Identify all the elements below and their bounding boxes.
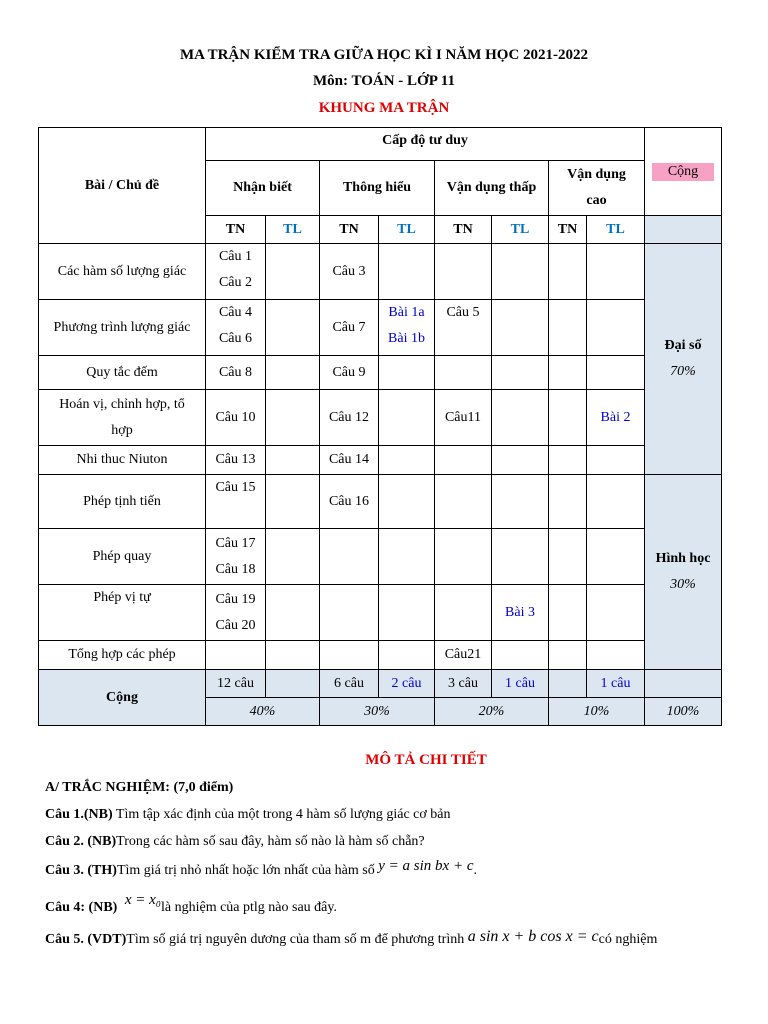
question-3 bbox=[45, 858, 477, 879]
cell-vdt-tl bbox=[492, 356, 549, 390]
cell-vdc-tn bbox=[549, 641, 587, 670]
question-text: Tìm số giá trị nguyên dương của tham số m để phương trình bbox=[126, 932, 468, 947]
cell-vdc-tl bbox=[587, 244, 645, 300]
question-1 bbox=[45, 807, 451, 823]
nb-tl-header: TL bbox=[266, 216, 320, 244]
cell-nb-tn: Câu 15 bbox=[206, 475, 266, 529]
cell-nb-tl bbox=[266, 585, 320, 641]
total-header-cell bbox=[645, 128, 722, 216]
vdt-tl-header: TL bbox=[492, 216, 549, 244]
topic-cell: Phép quay bbox=[39, 529, 206, 585]
cell-th-tn bbox=[320, 585, 379, 641]
total-th-tl: 2 câu bbox=[379, 670, 435, 698]
total-vdt-tl: 1 câu bbox=[492, 670, 549, 698]
cell-nb-tl bbox=[266, 641, 320, 670]
question-after: là nghiệm của ptlg nào sau đây. bbox=[161, 900, 337, 915]
question-text: Tìm tập xác định của một trong 4 hàm số lượng giác cơ bản bbox=[112, 807, 451, 822]
question-label: Câu 3. (TH) bbox=[45, 863, 117, 878]
cell-th-tl bbox=[379, 529, 435, 585]
total-th-tn: 6 câu bbox=[320, 670, 379, 698]
question-label: Câu 4: (NB) bbox=[45, 900, 118, 915]
group-dai-so-percent: 70% bbox=[670, 364, 696, 379]
cell-vdt-tn bbox=[435, 244, 492, 300]
topic-cell: Quy tắc đếm bbox=[39, 356, 206, 390]
question-5 bbox=[45, 930, 657, 948]
topic-label: Hoán vị, chỉnh hợp, tổ hợp bbox=[59, 396, 185, 438]
cell-nb-tl bbox=[266, 244, 320, 300]
cell-vdt-tl bbox=[492, 641, 549, 670]
level-van-dung-cao-label: Vận dụng cao bbox=[567, 167, 626, 208]
cell-vdc-tn bbox=[549, 446, 587, 475]
cell-vdc-tn bbox=[549, 244, 587, 300]
cell-vdc-tl bbox=[587, 356, 645, 390]
percent-van-dung-thap: 20% bbox=[435, 698, 549, 726]
cell-vdt-tl bbox=[492, 475, 549, 529]
cell-nb-tn: Câu 8 bbox=[206, 356, 266, 390]
question-label: Câu 5. (VDT) bbox=[45, 932, 127, 947]
question-after: . bbox=[473, 863, 477, 878]
level-van-dung-thap: Vận dụng thấp bbox=[435, 161, 549, 216]
topic-cell bbox=[39, 390, 206, 446]
question-text: Trong các hàm số sau đây, hàm số nào là hàm số chẵn? bbox=[116, 834, 425, 849]
cell-th-tl bbox=[379, 641, 435, 670]
cell-nb-tn: Câu 19 Câu 20 bbox=[206, 585, 266, 641]
cell-vdt-tn bbox=[435, 356, 492, 390]
topic-cell: Phương trình lượng giác bbox=[39, 300, 206, 356]
percent-thong-hieu: 30% bbox=[320, 698, 435, 726]
question-formula: y = a sin bx + c bbox=[378, 858, 474, 874]
cell-th-tl bbox=[379, 475, 435, 529]
frame-title: KHUNG MA TRẬN bbox=[318, 100, 450, 116]
percent-nhan-biet: 40% bbox=[206, 698, 320, 726]
question-label: Câu 1.(NB) bbox=[45, 807, 113, 822]
cell-vdc-tl bbox=[587, 641, 645, 670]
cell-vdc-tl bbox=[587, 475, 645, 529]
cell-th-tn: Câu 3 bbox=[320, 244, 379, 300]
cell-nb-tn: Câu 17 Câu 18 bbox=[206, 529, 266, 585]
cell-vdc-tn bbox=[549, 529, 587, 585]
cell-vdt-tl bbox=[492, 300, 549, 356]
question-label: Câu 2. (NB) bbox=[45, 834, 117, 849]
cell-th-tl bbox=[379, 356, 435, 390]
level-thong-hieu: Thông hiểu bbox=[320, 161, 435, 216]
question-text: Tìm giá trị nhỏ nhất hoặc lớn nhất của hàm số bbox=[116, 863, 379, 878]
cell-vdt-tn bbox=[435, 446, 492, 475]
total-header: Cộng bbox=[652, 163, 714, 181]
cell-th-tn: Câu 14 bbox=[320, 446, 379, 475]
group-dai-so bbox=[645, 244, 722, 475]
cell-th-tl bbox=[379, 244, 435, 300]
group-hinh-hoc bbox=[645, 475, 722, 670]
cell-nb-tn: Câu 10 bbox=[206, 390, 266, 446]
vdc-tn-header: TN bbox=[549, 216, 587, 244]
document-title: MA TRẬN KIỂM TRA GIỮA HỌC KÌ I NĂM HỌC 2021-2022 bbox=[179, 47, 589, 63]
cell-vdc-tn bbox=[549, 475, 587, 529]
cell-th-tn bbox=[320, 641, 379, 670]
question-formula: x = x₀ bbox=[124, 892, 161, 908]
cell-nb-tn: Câu 13 bbox=[206, 446, 266, 475]
level-van-dung-cao bbox=[549, 161, 645, 216]
cell-vdc-tl bbox=[587, 585, 645, 641]
cell-vdc-tl bbox=[587, 446, 645, 475]
level-nhan-biet: Nhận biết bbox=[206, 161, 320, 216]
group-hinh-hoc-name: Hình học bbox=[655, 551, 711, 566]
total-vdt-tn: 3 câu bbox=[435, 670, 492, 698]
matrix-table bbox=[38, 127, 722, 726]
cell-vdc-tn bbox=[549, 300, 587, 356]
total-nb-tl bbox=[266, 670, 320, 698]
cell-th-tl bbox=[379, 446, 435, 475]
vdt-tn-header: TN bbox=[435, 216, 492, 244]
total-vdc-tn bbox=[549, 670, 587, 698]
cell-vdt-tl bbox=[492, 446, 549, 475]
vdc-tl-header: TL bbox=[587, 216, 645, 244]
cell-th-tn: Câu 16 bbox=[320, 475, 379, 529]
details-title: MÔ TẢ CHI TIẾT bbox=[365, 752, 487, 768]
cell-vdc-tn bbox=[549, 585, 587, 641]
cell-vdt-tl bbox=[492, 390, 549, 446]
cell-th-tn: Câu 12 bbox=[320, 390, 379, 446]
cell-nb-tl bbox=[266, 300, 320, 356]
cell-vdt-tl: Bài 3 bbox=[492, 585, 549, 641]
cell-vdc-tl bbox=[587, 300, 645, 356]
topic-cell: Phép vị tự bbox=[39, 585, 206, 641]
topic-cell: Các hàm số lượng giác bbox=[39, 244, 206, 300]
total-row-label: Cộng bbox=[39, 670, 206, 726]
cell-vdc-tl bbox=[587, 529, 645, 585]
topic-cell: Nhi thuc Niuton bbox=[39, 446, 206, 475]
cell-nb-tl bbox=[266, 446, 320, 475]
cell-vdt-tn bbox=[435, 475, 492, 529]
cell-th-tn: Câu 7 bbox=[320, 300, 379, 356]
total-blank bbox=[645, 670, 722, 698]
cell-vdc-tl: Bài 2 bbox=[587, 390, 645, 446]
cell-vdt-tn bbox=[435, 529, 492, 585]
question-formula: a sin x + b cos x = c bbox=[467, 928, 599, 945]
question-after: có nghiệm bbox=[598, 932, 658, 947]
cell-vdt-tl bbox=[492, 529, 549, 585]
level-header: Cấp độ tư duy bbox=[206, 128, 645, 161]
topic-header: Bài / Chủ đề bbox=[39, 128, 206, 244]
subject-line: Môn: TOÁN - LỚP 11 bbox=[313, 73, 455, 89]
cell-nb-tl bbox=[266, 356, 320, 390]
cell-vdt-tl bbox=[492, 244, 549, 300]
cell-th-tn: Câu 9 bbox=[320, 356, 379, 390]
percent-grand-total: 100% bbox=[645, 698, 722, 726]
cell-th-tn bbox=[320, 529, 379, 585]
question-4 bbox=[45, 892, 337, 916]
topic-cell: Phép tịnh tiến bbox=[39, 475, 206, 529]
total-header-blank bbox=[645, 216, 722, 244]
section-a-heading: A/ TRẮC NGHIỆM: (7,0 điểm) bbox=[45, 780, 234, 795]
group-dai-so-name: Đại số bbox=[664, 338, 702, 353]
nb-tn-header: TN bbox=[206, 216, 266, 244]
th-tn-header: TN bbox=[320, 216, 379, 244]
cell-vdt-tn: Câu21 bbox=[435, 641, 492, 670]
cell-vdc-tn bbox=[549, 356, 587, 390]
percent-van-dung-cao: 10% bbox=[549, 698, 645, 726]
topic-cell: Tổng hợp các phép bbox=[39, 641, 206, 670]
cell-th-tl: Bài 1a Bài 1b bbox=[379, 300, 435, 356]
total-nb-tn: 12 câu bbox=[206, 670, 266, 698]
question-2 bbox=[45, 834, 425, 850]
cell-nb-tn bbox=[206, 641, 266, 670]
total-vdc-tl: 1 câu bbox=[587, 670, 645, 698]
cell-th-tl bbox=[379, 585, 435, 641]
cell-nb-tl bbox=[266, 390, 320, 446]
cell-vdc-tn bbox=[549, 390, 587, 446]
group-hinh-hoc-percent: 30% bbox=[670, 577, 696, 592]
cell-vdt-tn bbox=[435, 585, 492, 641]
cell-vdt-tn: Câu 5 bbox=[435, 300, 492, 356]
cell-nb-tl bbox=[266, 475, 320, 529]
cell-vdt-tn: Câu11 bbox=[435, 390, 492, 446]
cell-nb-tn: Câu 4 Câu 6 bbox=[206, 300, 266, 356]
th-tl-header: TL bbox=[379, 216, 435, 244]
cell-th-tl bbox=[379, 390, 435, 446]
cell-nb-tl bbox=[266, 529, 320, 585]
cell-nb-tn: Câu 1 Câu 2 bbox=[206, 244, 266, 300]
